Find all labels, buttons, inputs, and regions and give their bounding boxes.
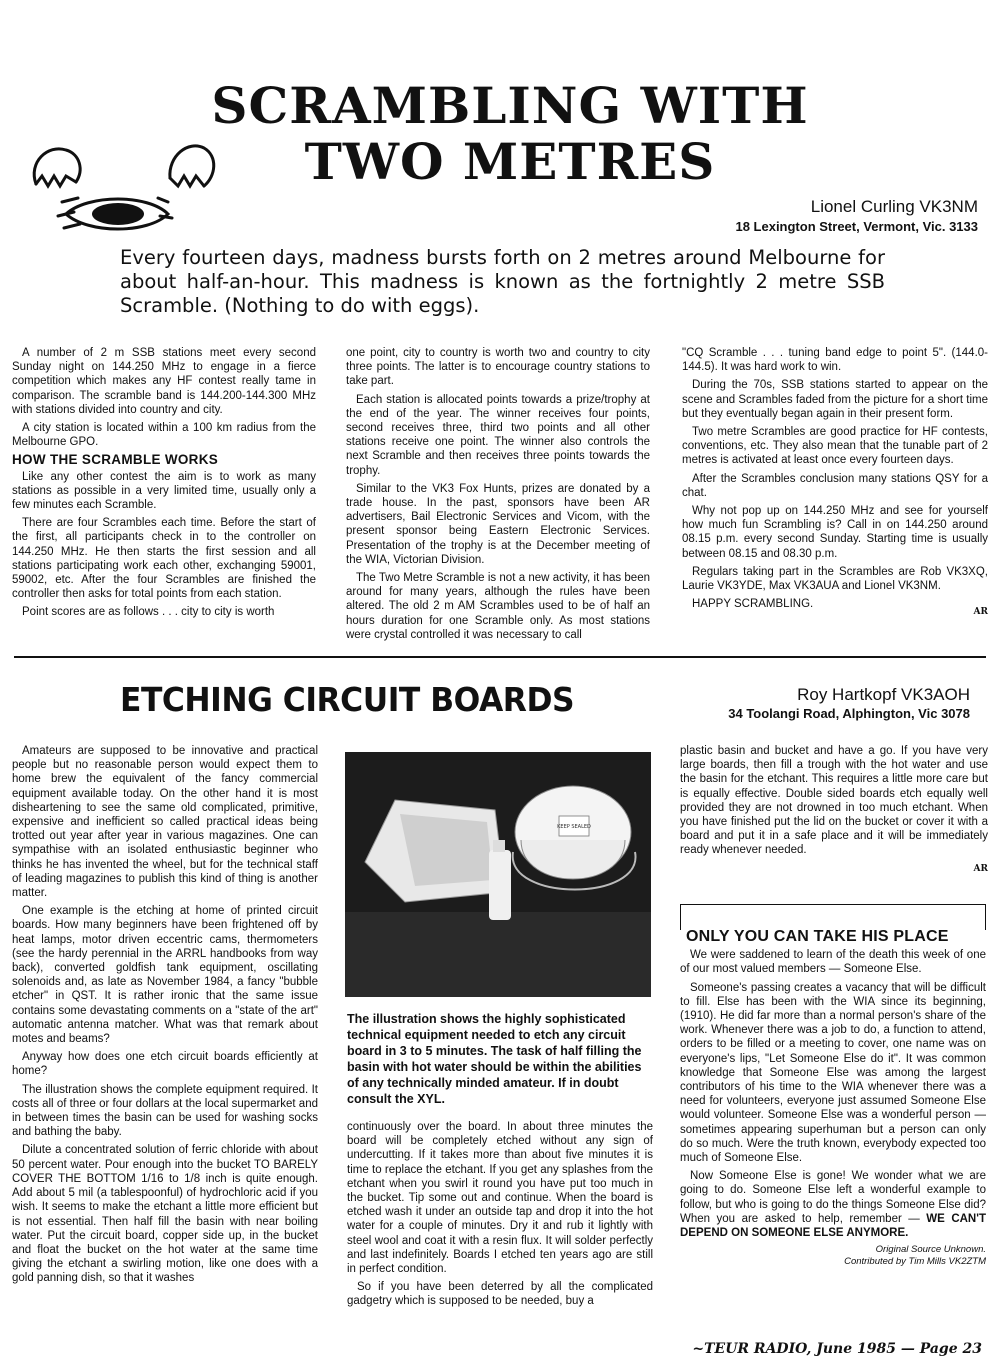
box-bracket-left — [680, 904, 681, 930]
paragraph: There are four Scrambles each time. Before the start of the first, all participants check in to the controller on 144.250 MHz. He then starts the first session and all stations participating work each other, exchanging 59001, 59002, etc. After the four Scrambles are finished the controller then asks for total points from each station. — [12, 517, 316, 601]
paragraph: Anyway how does one etch circuit boards efficiently at home? — [12, 1051, 318, 1078]
article2-byline — [728, 684, 970, 722]
paragraph: So if you have been deterred by all the complicated gadgetry which is supposed to be needed, buy a — [347, 1281, 653, 1308]
equipment-photo — [345, 752, 651, 997]
author-byline — [735, 196, 978, 236]
article-intro: Every fourteen days, madness bursts forth on 2 metres around Melbourne for about half-an-hour. This madness is known as the fortnightly 2 metre SSB Scramble. (Nothing to do with eggs). — [120, 246, 885, 317]
paragraph: continuously over the board. In about three minutes the board will be completely etched without any sign of undercutting. If it takes more than about five minutes it is time to replace the etchant. If you get any splashes from the etchant when you swirl it round you have put too much in the bucket. Tip some out and continue. When the board is etched wash it under an outside tap and drop it into the hot water for a couple of minutes. Dry it and rub it lightly with steel wool and coat it with a resin flux. It will solder perfectly and last indefinitely. Boards I etched ten years ago are still in perfect condition. — [347, 1121, 653, 1276]
notice-title: ONLY YOU CAN TAKE HIS PLACE — [686, 928, 949, 945]
ar-end-mark: AR — [973, 863, 988, 874]
box-bracket-right — [985, 904, 986, 930]
paragraph: After the Scrambles conclusion many stations QSY for a chat. — [682, 472, 988, 499]
paragraph: A city station is located within a 100 km radius from the Melbourne GPO. — [12, 422, 316, 449]
article1-column-1 — [12, 346, 316, 624]
paragraph: one point, city to country is worth two and country to city three points. The latter is to encourage country stations to take part. — [346, 347, 650, 388]
bold-statement: WE CAN'T DEPEND ON SOMEONE ELSE ANYMORE. — [680, 1212, 986, 1240]
photo-caption: The illustration shows the highly sophisticated technical equipment needed to etch any circuit board in 3 to 5 minutes. The task of half filling the basin with hot water should be within the abilities of any technically minded amateur. If in doubt consult the XYL. — [347, 1012, 642, 1106]
paragraph: Amateurs are supposed to be innovative and practical people but no reasonable person would expect them to home brew the equivalent of the fancy commercial equipment available today. On the other hand it is most disheartening to see the same old complicated, primitive, expensive and inefficient so called practical ideas being trotted out year after year in various magazines. One can sympathise with an isolated enthusiastic beginner who thinks he has invented the wheel, but for the technical staff of leading magazines to publish this kind of thing is another matter. — [12, 745, 318, 900]
paragraph: "CQ Scramble . . . tuning band edge to point 5". (144.0-144.5). It was hard work to win. — [682, 347, 988, 374]
article2-title: ETCHING CIRCUIT BOARDS — [120, 680, 575, 719]
paragraph: Dilute a concentrated solution of ferric chloride with about 50 percent water. Pour enough into the bucket TO BARELY COVER THE BOTTOM 1/16 to 1/8 inch is quite enough. Add about 5 mil (a tablespoonful) of hydrochloric acid if you wish. It seems to make the etchant a little more efficient but is not essential. Then half fill the basin with near boiling water. Put the circuit board, copper side up, in the bucket and float the bucket on the hot water at the same time giving the etchant a swirling motion, like one does with a gold panning dish, so that it washes — [12, 1144, 318, 1285]
article2-column-3 — [680, 744, 988, 876]
paragraph: One example is the etching at home of printed circuit boards. How many beginners have been frightened off by heat lamps, motor driven eccentric cams, thermometers (see the hardy perennial in the ARRL handbooks from way back), converted goldfish tank equipment, oscillating solenoids and, as late as November 1984, a fancy "bubble etcher" in QST. It is rather ironic that the same issue contains some devastating comments on a "state of the art" automatic antenna matcher. What was that remark about motes and beams? — [12, 905, 318, 1046]
paragraph: Now Someone Else is gone! We wonder what we are going to do. Someone Else left a wonderful example to follow, but who is going to do the things Someone Else did? When you are asked to help, remember — WE CAN'T DEPEND ON SOMEONE ELSE ANYMORE. — [680, 1170, 986, 1240]
egg-doodle-illustration — [18, 132, 228, 242]
box-top-rule — [680, 904, 986, 905]
paragraph: Like any other contest the aim is to work as many stations as possible in a very limited time, usually only a few minutes each Scramble. — [12, 470, 316, 512]
paragraph: HAPPY SCRAMBLING. — [692, 598, 814, 611]
paragraph: Why not pop up on 144.250 MHz and see for yourself how much fun Scrambling is? Call in on 144.250 around 08.15 p.m. every second Sunday. Starting time is usually between 08.15 and 08.30 p.m. — [682, 505, 988, 560]
author-name: Lionel Curling VK3NM — [810, 197, 978, 216]
article-title: SCRAMBLING WITH TWO METRES — [211, 76, 809, 191]
article2-column-1 — [12, 744, 318, 1290]
article1-column-2 — [346, 346, 650, 646]
paragraph: Similar to the VK3 Fox Hunts, prizes are donated by a trade house. In the past, sponsors have been AR advertisers, Bail Electronic Services and Vicom, with the present sponsor being Eastern Electronic Services. Presentation of the trophy is at the December meeting of the WIA, Victorian Division. — [346, 482, 650, 566]
article1-column-3 — [682, 346, 988, 620]
paragraph: During the 70s, SSB stations started to appear on the scene and Scrambles faded from the picture for a short time but they eventually began again in their present form. — [682, 379, 988, 420]
author-address: 34 Toolangi Road, Alphington, Vic 3078 — [728, 706, 970, 721]
author-address: 18 Lexington Street, Vermont, Vic. 3133 — [735, 219, 978, 234]
paragraph: A number of 2 m SSB stations meet every second Sunday night on 144.250 MHz to engage in a fierce competition which makes any HF contest really tame in comparison. The scramble band is 144.200-144.300 MHz with stations divided into country and city. — [12, 347, 316, 416]
paragraph: We were saddened to learn of the death this week of one of our most valued members — Someone Else. — [680, 949, 986, 976]
article2-column-2 — [347, 1120, 653, 1313]
paragraph: Regulars taking part in the Scrambles are Rob VK3XQ, Laurie VK3YDE, Max VK3AUA and Lionel VK3NM. — [682, 565, 988, 593]
author-name: Roy Hartkopf VK3AOH — [797, 685, 970, 704]
section-divider — [14, 656, 986, 658]
notice-box — [680, 904, 986, 1268]
paragraph: Point scores are as follows . . . city to city is worth — [22, 606, 275, 619]
ar-end-mark: AR — [973, 607, 988, 618]
paragraph: The Two Metre Scramble is not a new activity, it has been around for many years, although the rules have been altered. The old 2 m AM Scrambles used to be of half an hours duration for one Scramble only. As most stations were crystal controlled it was necessary to call — [346, 572, 650, 641]
section-heading: HOW THE SCRAMBLE WORKS — [12, 452, 219, 468]
bucket-label: KEEP SEALED — [557, 824, 591, 830]
paragraph: Two metre Scrambles are good practice for HF contests, conventions, etc. They also mean that the tunable part of 2 metres is activated at least once every fourteen days. — [682, 426, 988, 467]
paragraph: Each station is allocated points towards a prize/trophy at the end of the year. The winner receives four points, second receives three, third two points and all other stations receive one point. The winner also controls the next Scramble and then receives three points towards the trophy. — [346, 393, 650, 477]
page-footer: ~TEUR RADIO, June 1985 — Page 23 — [692, 1341, 982, 1357]
paragraph: plastic basin and bucket and have a go. If you have very large boards, then fill a trough with the hot water and use the basin for the etchant. This requires a little more care but is equally effective. Double sided boards etch equally well provided they are not drowned in too much etchant. When you have finished put the lid on the bucket or cover it with a board and put it in a safe place and it will be immediately ready whenever needed. — [680, 745, 988, 857]
paragraph: Someone's passing creates a vacancy that will be difficult to fill. Else has been with the WIA since its beginning, (1910). He did far more than a normal person's share of the work. Whenever there was a job to do, a function to attend, orders to be filled or a meeting to cover, one name was on everyone's lips, "Let Someone Else do it". It was common knowledge that Someone Else was among the largest contributors of his time to the WIA whenever there was a need for volunteers, everyone just assumed Someone Else would volunteer. Someone Else was a wonderful person — sometimes appearing superhuman but a person can only do so much. Were the truth known, everybody expected too much of Someone Else. — [680, 981, 986, 1165]
source-credit: Original Source Unknown. Contributed by Tim Mills VK2ZTM — [844, 1244, 986, 1268]
paragraph: The illustration shows the complete equipment required. It costs all of three or four dollars at the local supermarket and in between times the basin can be used for washing socks and bathing the baby. — [12, 1083, 318, 1139]
